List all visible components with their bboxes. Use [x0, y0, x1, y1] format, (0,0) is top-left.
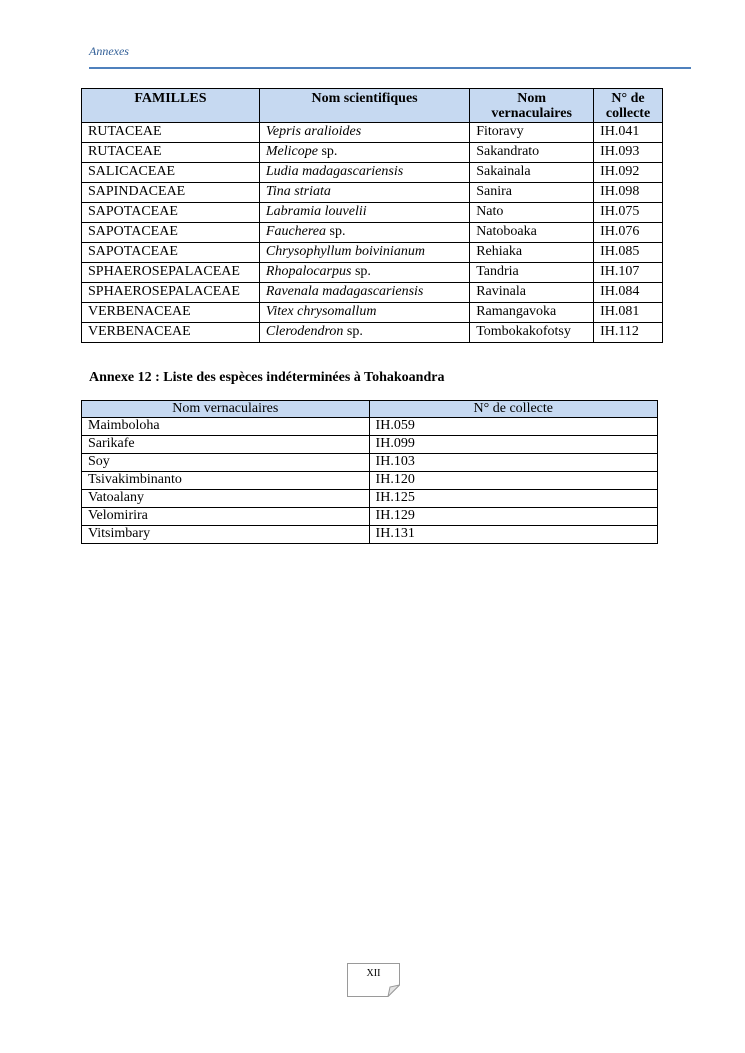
- cell-nom-vernaculaire: Velomirira: [82, 508, 370, 526]
- cell-nom-vernaculaire: Nato: [470, 203, 594, 223]
- cell-nom-vernaculaire: Soy: [82, 454, 370, 472]
- table-header-row: [82, 89, 663, 123]
- scientific-name-suffix: sp.: [317, 144, 338, 159]
- table-row: [82, 436, 658, 454]
- cell-collecte: IH.081: [594, 303, 663, 323]
- cell-famille: VERBENACEAE: [82, 323, 260, 343]
- table-row: [82, 303, 663, 323]
- cell-famille: SALICACEAE: [82, 163, 260, 183]
- table-row: [82, 123, 663, 143]
- scientific-name: Ravenala madagascariensis: [265, 284, 424, 299]
- cell-nom-vernaculaire: Natoboaka: [470, 223, 594, 243]
- cell-collecte: IH.107: [594, 263, 663, 283]
- cell-nom-scientifique: [259, 263, 469, 283]
- cell-nom-vernaculaire: Sakandrato: [470, 143, 594, 163]
- undetermined-species-table: [81, 400, 658, 544]
- families-table: [81, 88, 663, 343]
- cell-nom-vernaculaire: Maimboloha: [82, 418, 370, 436]
- scientific-name: Melicope: [265, 144, 318, 159]
- table-row: [82, 263, 663, 283]
- families-table-body: [82, 123, 663, 343]
- cell-nom-vernaculaire: Ramangavoka: [470, 303, 594, 323]
- cell-famille: VERBENACEAE: [82, 303, 260, 323]
- cell-collecte: IH.099: [369, 436, 657, 454]
- table-row: [82, 143, 663, 163]
- table-row: [82, 418, 658, 436]
- cell-collecte: IH.131: [369, 526, 657, 544]
- cell-nom-scientifique: [259, 163, 469, 183]
- scientific-name-suffix: sp.: [343, 324, 363, 339]
- undetermined-species-table-body: [82, 418, 658, 544]
- cell-famille: SAPOTACEAE: [82, 243, 260, 263]
- cell-nom-vernaculaire: Ravinala: [470, 283, 594, 303]
- table-row: [82, 183, 663, 203]
- cell-famille: SAPOTACEAE: [82, 203, 260, 223]
- cell-collecte: IH.075: [594, 203, 663, 223]
- cell-collecte: IH.059: [369, 418, 657, 436]
- scientific-name: Labramia louvelii: [265, 204, 367, 219]
- cell-famille: RUTACEAE: [82, 143, 260, 163]
- cell-nom-scientifique: [259, 123, 469, 143]
- cell-collecte: IH.112: [594, 323, 663, 343]
- scientific-name: Faucherea: [265, 224, 327, 239]
- table-row: [82, 323, 663, 343]
- scientific-name: Tina striata: [265, 184, 331, 199]
- table-row: [82, 454, 658, 472]
- cell-nom-vernaculaire: Vitsimbary: [82, 526, 370, 544]
- cell-collecte: IH.120: [369, 472, 657, 490]
- scientific-name-suffix: sp.: [351, 264, 371, 279]
- cell-collecte: IH.076: [594, 223, 663, 243]
- table-header-row: [82, 401, 658, 418]
- cell-nom-vernaculaire: Vatoalany: [82, 490, 370, 508]
- cell-nom-vernaculaire: Tandria: [470, 263, 594, 283]
- cell-collecte: IH.098: [594, 183, 663, 203]
- cell-nom-scientifique: [259, 243, 469, 263]
- table-row: [82, 283, 663, 303]
- scientific-name-suffix: sp.: [326, 224, 346, 239]
- column-header-nom-scientifiques: Nom scientifiques: [259, 89, 469, 123]
- column-header-collecte: N° de collecte: [594, 89, 663, 123]
- cell-nom-vernaculaire: Rehiaka: [470, 243, 594, 263]
- cell-nom-vernaculaire: Sarikafe: [82, 436, 370, 454]
- cell-nom-scientifique: [259, 223, 469, 243]
- column-header-nom-vernaculaires: Nom vernaculaires: [82, 401, 370, 418]
- cell-famille: SAPINDACEAE: [82, 183, 260, 203]
- table-row: [82, 472, 658, 490]
- table-row: [82, 223, 663, 243]
- scientific-name: Vitex chrysomallum: [265, 304, 377, 319]
- table-row: [82, 508, 658, 526]
- scientific-name: Vepris aralioides: [265, 124, 362, 139]
- cell-nom-scientifique: [259, 283, 469, 303]
- cell-collecte: IH.085: [594, 243, 663, 263]
- header-rule: [89, 67, 691, 69]
- running-header: Annexes: [89, 44, 129, 58]
- table-row: [82, 526, 658, 544]
- cell-collecte: IH.084: [594, 283, 663, 303]
- column-header-nom-vernaculaires: Nom vernaculaires: [470, 89, 594, 123]
- cell-collecte: IH.092: [594, 163, 663, 183]
- column-header-familles: FAMILLES: [82, 89, 260, 123]
- cell-collecte: IH.103: [369, 454, 657, 472]
- page-number: XII: [366, 968, 381, 979]
- cell-nom-scientifique: [259, 303, 469, 323]
- scientific-name: Ludia madagascariensis: [265, 164, 404, 179]
- cell-nom-scientifique: [259, 323, 469, 343]
- cell-collecte: IH.093: [594, 143, 663, 163]
- cell-nom-scientifique: [259, 143, 469, 163]
- cell-nom-scientifique: [259, 183, 469, 203]
- cell-nom-vernaculaire: Sakainala: [470, 163, 594, 183]
- cell-collecte: IH.041: [594, 123, 663, 143]
- cell-nom-vernaculaire: Tsivakimbinanto: [82, 472, 370, 490]
- cell-nom-scientifique: [259, 203, 469, 223]
- cell-famille: SPHAEROSEPALACEAE: [82, 263, 260, 283]
- cell-nom-vernaculaire: Fitoravy: [470, 123, 594, 143]
- column-header-collecte: N° de collecte: [369, 401, 657, 418]
- cell-famille: SAPOTACEAE: [82, 223, 260, 243]
- scientific-name: Rhopalocarpus: [265, 264, 352, 279]
- cell-famille: RUTACEAE: [82, 123, 260, 143]
- cell-collecte: IH.125: [369, 490, 657, 508]
- table-row: [82, 243, 663, 263]
- table-row: [82, 203, 663, 223]
- cell-collecte: IH.129: [369, 508, 657, 526]
- cell-nom-vernaculaire: Tombokakofotsy: [470, 323, 594, 343]
- cell-nom-vernaculaire: Sanira: [470, 183, 594, 203]
- annex-12-title: Annexe 12 : Liste des espèces indéterminées à Tohakoandra: [89, 370, 445, 385]
- cell-famille: SPHAEROSEPALACEAE: [82, 283, 260, 303]
- table-row: [82, 490, 658, 508]
- scientific-name: Clerodendron: [265, 324, 344, 339]
- table-row: [82, 163, 663, 183]
- scientific-name: Chrysophyllum boivinianum: [265, 244, 425, 259]
